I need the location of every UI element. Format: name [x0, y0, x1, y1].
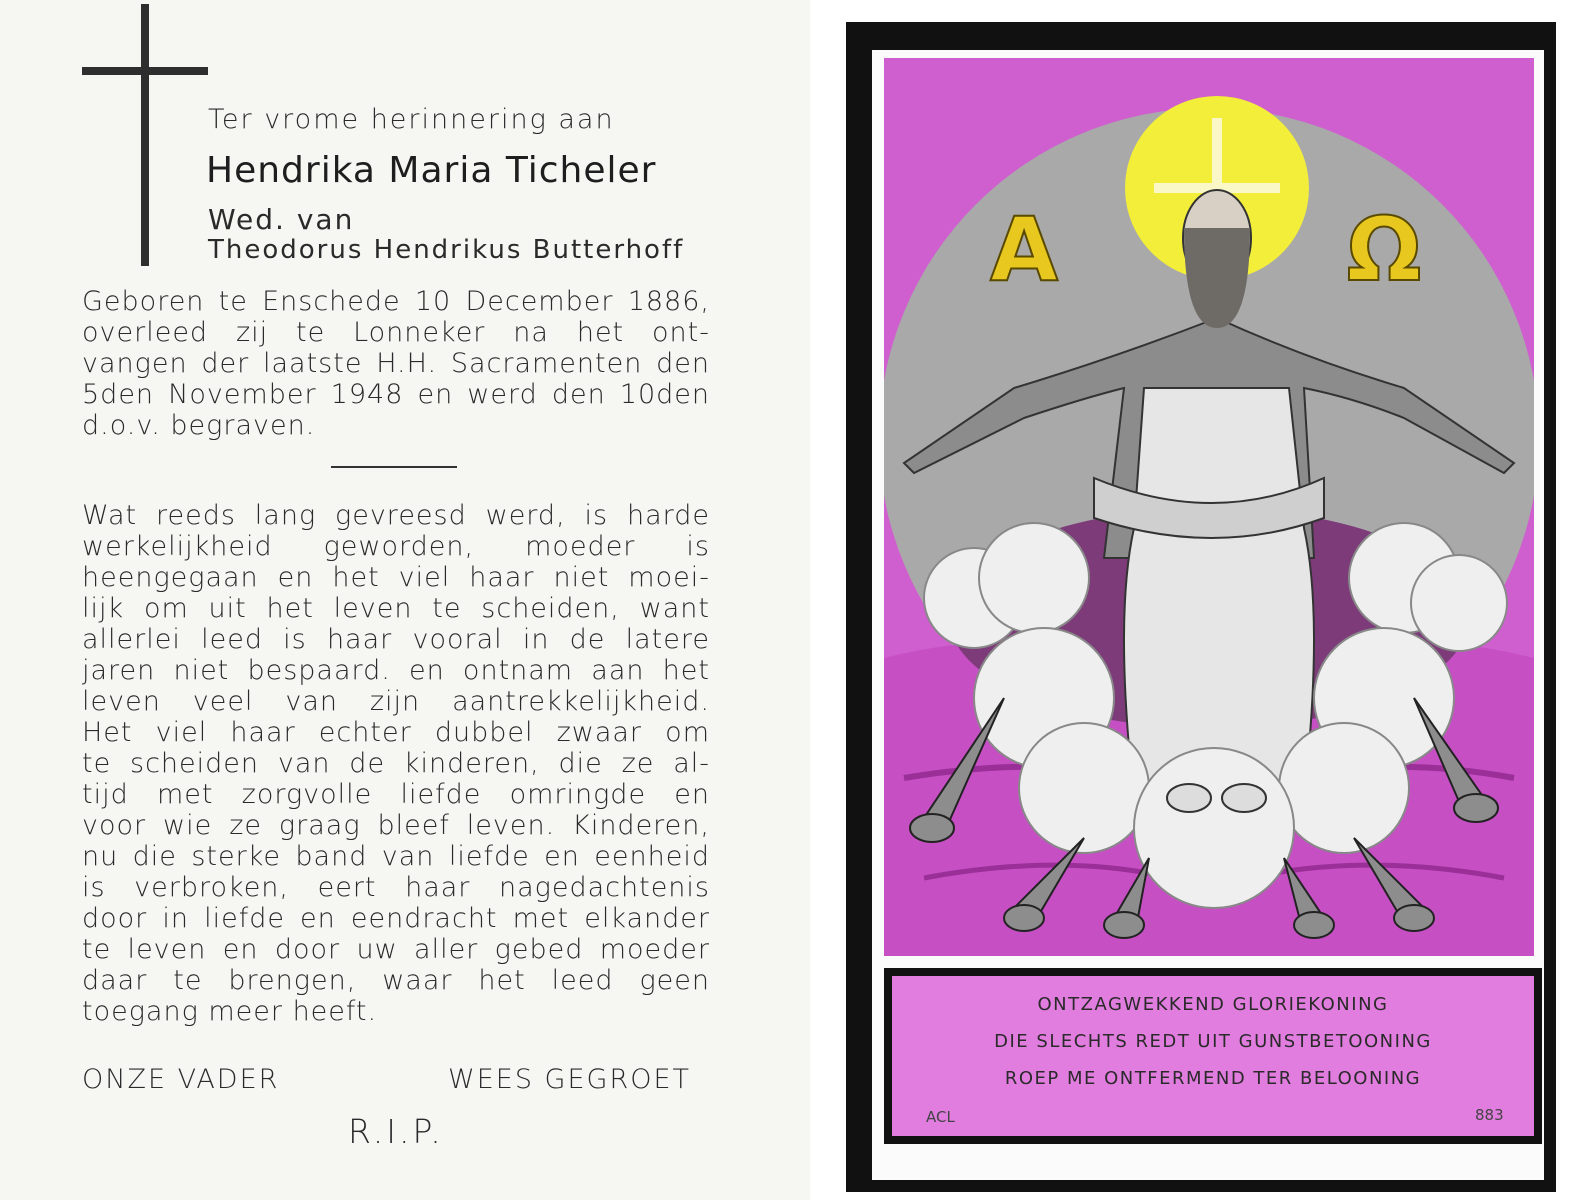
text-line: nu die sterke band van liefde en eenheid	[82, 841, 710, 872]
text-line: daar te brengen, waar het leed geen	[82, 965, 710, 996]
robe	[1124, 388, 1314, 798]
divider	[331, 466, 457, 468]
husband-name: Theodorus Hendrikus Butterhoff	[208, 235, 685, 265]
text-line: is verbroken, eert haar nagedachtenis	[82, 872, 710, 903]
text-line: leven veel van zijn aantrekkelijkheid.	[82, 686, 710, 717]
farewell-paragraph	[82, 500, 710, 1027]
widow-of-label: Wed. van	[208, 203, 355, 236]
cross-icon	[141, 4, 149, 266]
intro-text: Ter vrome herinnering aan	[208, 104, 615, 135]
prayer-hail-mary: WEES GEGROET	[448, 1064, 692, 1095]
text-line: 5den November 1948 en werd den 10den	[82, 379, 710, 410]
caption-line: DIE SLECHTS REDT UIT GUNSTBETOONING	[994, 1031, 1432, 1052]
text-line: Het viel haar echter dubbel zwaar om	[82, 717, 710, 748]
text-line: allerlei leed is haar vooral in de latere	[82, 624, 710, 655]
caption-panel	[892, 976, 1534, 1136]
text-line: d.o.v. begraven.	[82, 410, 316, 441]
biography-paragraph	[82, 286, 710, 441]
omega-icon: Ω	[1346, 198, 1422, 301]
text-line: door in liefde en eendracht met elkander	[82, 903, 710, 934]
prayer-our-father: ONZE VADER	[82, 1064, 280, 1095]
deceased-name: Hendrika Maria Ticheler	[206, 150, 657, 191]
rip-text: R.I.P.	[348, 1112, 444, 1151]
text-line: lijk om uit het leven te scheiden, want	[82, 593, 710, 624]
text-line: te scheiden van de kinderen, die ze al-	[82, 748, 710, 779]
card-number: 883	[1475, 1106, 1504, 1124]
text-line: heengegaan en het viel haar niet moei-	[82, 562, 710, 593]
cross-icon-bar	[82, 67, 208, 75]
text-line: overleed zij te Lonneker na het ont-	[82, 317, 710, 348]
publisher-mark: ACL	[926, 1108, 955, 1126]
text-line: Geboren te Enschede 10 December 1886,	[82, 286, 710, 317]
text-line: tijd met zorgvolle liefde omringde en	[82, 779, 710, 810]
text-line: te leven en door uw aller gebed moeder	[82, 934, 710, 965]
text-line: werkelijkheid geworden, moeder is	[82, 531, 710, 562]
caption-line: ONTZAGWEKKEND GLORIEKONING	[1037, 994, 1389, 1015]
text-line: voor wie ze graag bleef leven. Kinderen,	[82, 810, 710, 841]
text-line: Wat reeds lang gevreesd werd, is harde	[82, 500, 710, 531]
text-line: toegang meer heeft.	[82, 996, 378, 1027]
christ-in-glory-illustration	[884, 58, 1534, 956]
text-line: vangen der laatste H.H. Sacramenten den	[82, 348, 710, 379]
caption-line: ROEP ME ONTFERMEND TER BELOONING	[1004, 1068, 1422, 1089]
text-line: jaren niet bespaard. en ontnam aan het	[82, 655, 710, 686]
alpha-icon: Α	[989, 198, 1059, 301]
